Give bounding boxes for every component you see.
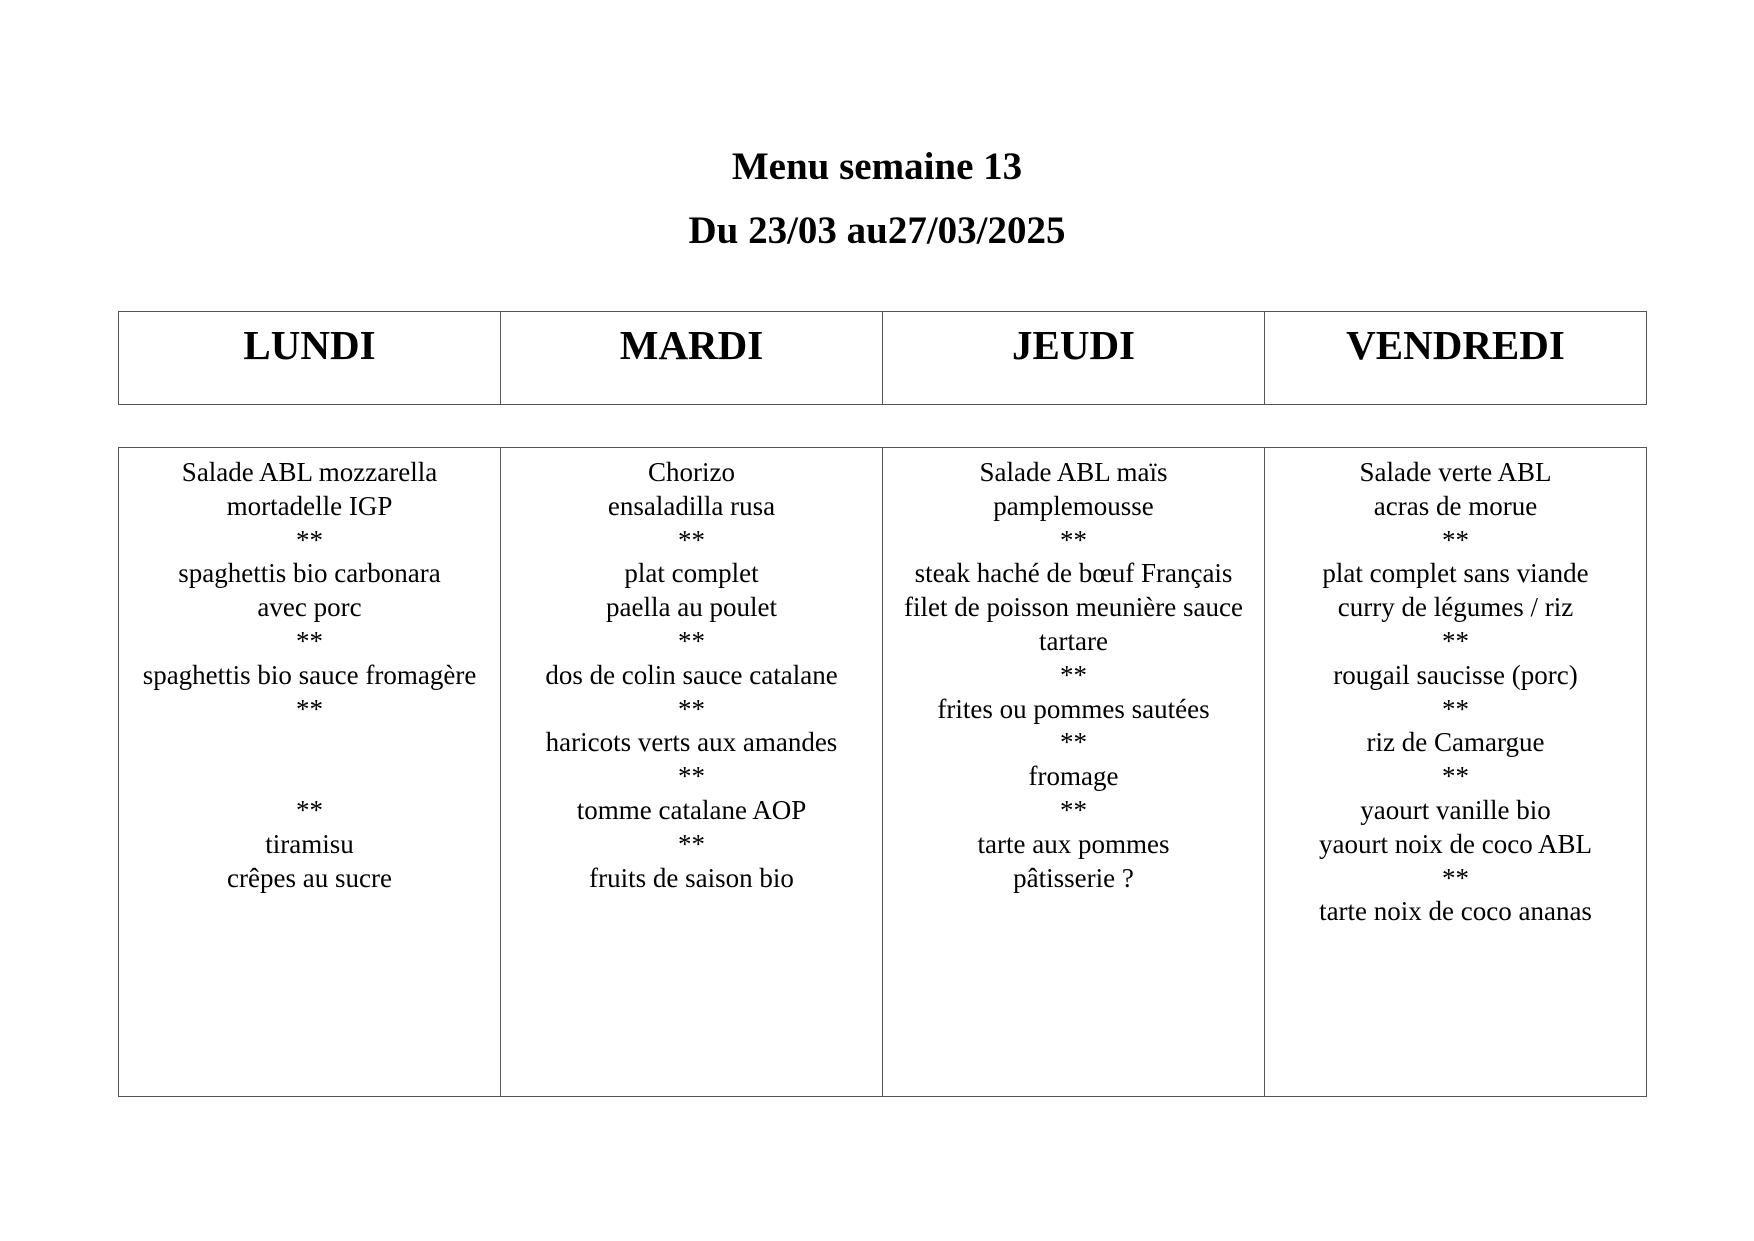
course-separator: ** bbox=[296, 524, 323, 555]
menu-item: Salade ABL maïs bbox=[979, 457, 1168, 487]
menu-item: yaourt vanille bio bbox=[1360, 794, 1551, 825]
menu-item: tarte noix de coco ananas bbox=[1319, 896, 1592, 927]
course-separator: ** bbox=[296, 625, 323, 656]
menu-item: avec porc bbox=[257, 592, 362, 623]
menu-item: Chorizo bbox=[648, 457, 735, 487]
course-separator: ** bbox=[678, 828, 705, 859]
menu-item: Salade ABL mozzarella bbox=[181, 457, 438, 487]
day-header-row bbox=[119, 312, 1647, 405]
menu-item: tartare bbox=[1039, 625, 1108, 656]
menu-date-range: Du 23/03 au27/03/2025 bbox=[688, 209, 1066, 252]
course-separator: ** bbox=[678, 524, 705, 555]
menu-item: ensaladilla rusa bbox=[607, 490, 776, 521]
menu-item: pâtisserie ? bbox=[1013, 862, 1134, 893]
menu-item: tomme catalane AOP bbox=[576, 794, 807, 825]
day-header-vendredi: VENDREDI bbox=[1265, 312, 1647, 405]
course-separator: ** bbox=[1060, 659, 1087, 690]
course-separator: ** bbox=[296, 693, 323, 724]
menu-body-row bbox=[119, 448, 1647, 1097]
course-separator: ** bbox=[678, 761, 705, 792]
menu-title: Menu semaine 13 bbox=[731, 145, 1023, 188]
menu-item: tarte aux pommes bbox=[977, 828, 1170, 859]
menu-item bbox=[119, 726, 500, 760]
menu-item: filet de poisson meunière sauce bbox=[904, 592, 1243, 623]
menu-item: tiramisu bbox=[265, 828, 354, 859]
menu-item: spaghettis bio carbonara bbox=[178, 558, 441, 589]
course-separator: ** bbox=[1060, 794, 1087, 825]
course-separator: ** bbox=[1060, 727, 1087, 758]
course-separator: ** bbox=[678, 693, 705, 724]
menu-item: plat complet sans viande bbox=[1322, 558, 1589, 589]
menu-item: fromage bbox=[1028, 761, 1119, 792]
menu-item: acras de morue bbox=[1373, 490, 1538, 521]
day-header-mardi: MARDI bbox=[501, 312, 883, 405]
menu-item: frites ou pommes sautées bbox=[937, 693, 1210, 724]
course-separator: ** bbox=[1060, 524, 1087, 555]
menu-cell-mardi bbox=[501, 448, 883, 1097]
menu-item: rougail saucisse (porc) bbox=[1333, 659, 1578, 690]
menu-item: fruits de saison bio bbox=[589, 862, 794, 893]
menu-item: crêpes au sucre bbox=[227, 862, 392, 893]
menu-item: pamplemousse bbox=[993, 490, 1154, 521]
menu-cell-jeudi bbox=[883, 448, 1265, 1097]
course-separator: ** bbox=[1442, 625, 1469, 656]
menu-item: haricots verts aux amandes bbox=[545, 727, 838, 758]
course-separator: ** bbox=[296, 794, 323, 825]
day-header-table bbox=[118, 311, 1647, 405]
day-header-jeudi: JEUDI bbox=[883, 312, 1265, 405]
menu-item: riz de Camargue bbox=[1366, 727, 1545, 758]
menu-body-table bbox=[118, 447, 1647, 1097]
menu-item: paella au poulet bbox=[606, 592, 777, 623]
course-separator: ** bbox=[678, 625, 705, 656]
menu-item: dos de colin sauce catalane bbox=[545, 659, 838, 690]
menu-item: mortadelle IGP bbox=[226, 490, 393, 521]
menu-item: Salade verte ABL bbox=[1359, 457, 1552, 487]
course-separator: ** bbox=[1442, 862, 1469, 893]
day-header-lundi: LUNDI bbox=[119, 312, 501, 405]
menu-cell-lundi bbox=[119, 448, 501, 1097]
course-separator: ** bbox=[1442, 761, 1469, 792]
menu-item: curry de légumes / riz bbox=[1337, 592, 1574, 623]
menu-item: spaghettis bio sauce fromagère bbox=[142, 659, 477, 690]
menu-item: steak haché de bœuf Français bbox=[914, 558, 1233, 589]
menu-item: yaourt noix de coco ABL bbox=[1319, 828, 1592, 859]
menu-item: plat complet bbox=[624, 558, 759, 589]
course-separator: ** bbox=[1442, 524, 1469, 555]
course-separator: ** bbox=[1442, 693, 1469, 724]
menu-item bbox=[119, 760, 500, 794]
menu-cell-vendredi bbox=[1265, 448, 1647, 1097]
